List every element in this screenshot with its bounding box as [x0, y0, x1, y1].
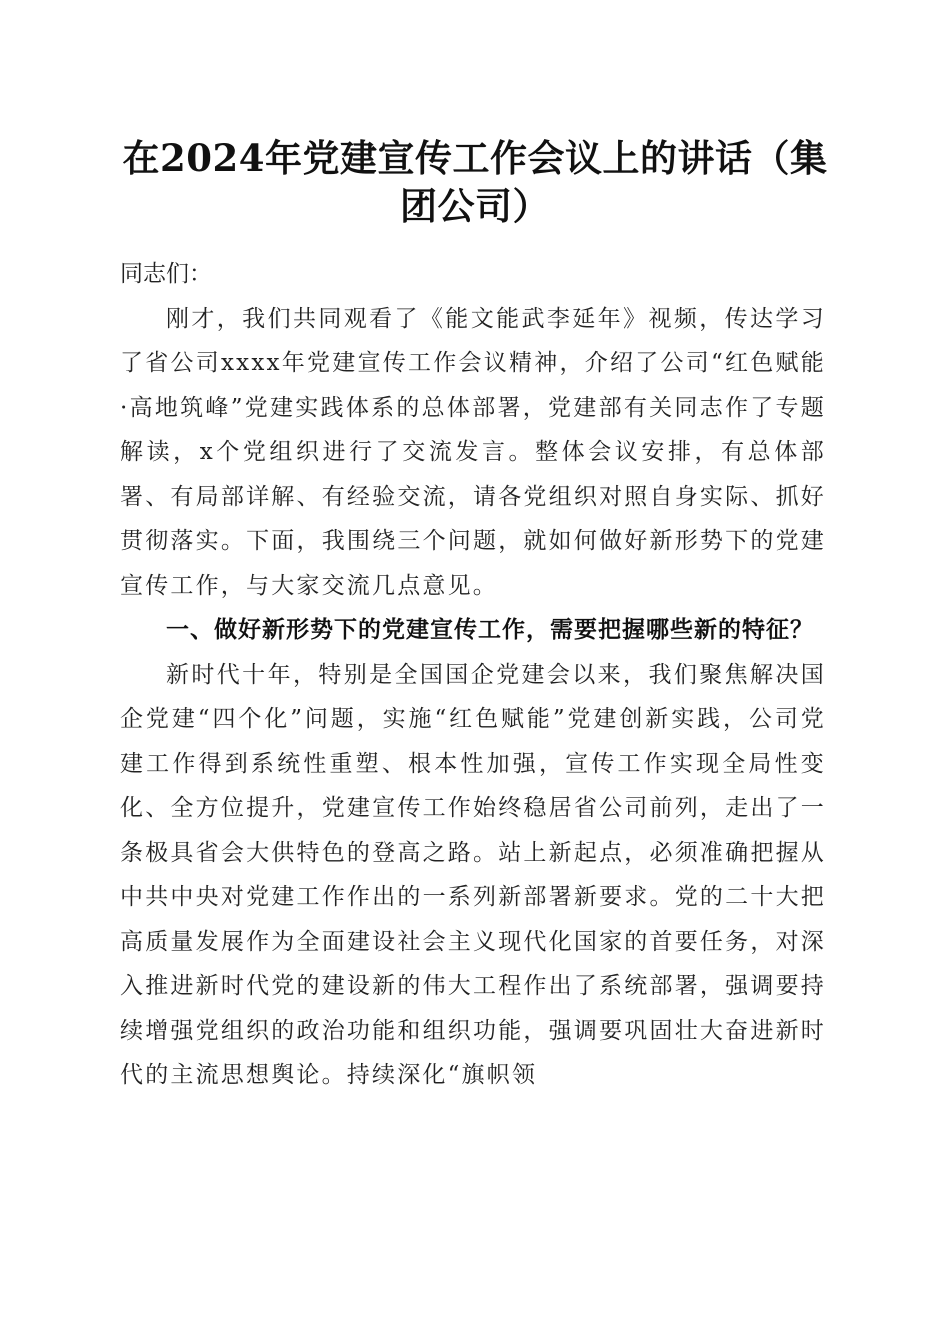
section-paragraph: 新时代十年，特别是全国国企党建会以来，我们聚焦解决国企党建“四个化”问题，实施“红色赋能”党建创新实践，公司党建工作得到系统性重塑、根本性加强，宣传工作实现全局性变化、全方位提升，党建宣传工作始终稳居省公司前列，走出了一条极具省会大供特色的登高之路。站上新起点，必须准确把握从中共中央对党建工作作出的一系列新部署新要求。党的二十大把高质量发展作为全面建设社会主义现代化国家的首要任务，对深入推进新时代党的建设新的伟大工程作出了系统部署，强调要持续增强党组织的政治功能和组织功能，强调要巩固壮大奋进新时代的主流思想舆论。持续深化“旗帜领 — [120, 661, 826, 1088]
salutation: 同志们： — [120, 261, 212, 287]
document-body — [120, 252, 826, 1098]
section-heading: 一、做好新形势下的党建宣传工作，需要把握哪些新的特征？ — [166, 617, 814, 643]
opening-paragraph: 刚才，我们共同观看了《能文能武李延年》视频，传达学习了省公司xxxx年党建宣传工作会议精神，介绍了公司“红色赋能·高地筑峰”党建实践体系的总体部署，党建部有关同志作了专题解读，x个党组织进行了交流发言。整体会议安排，有总体部署、有局部详解、有经验交流，请各党组织对照自身实际、抓好贯彻落实。下面，我围绕三个问题，就如何做好新形势下的党建宣传工作，与大家交流几点意见。 — [120, 305, 826, 599]
document-title: 在2024年党建宣传工作会议上的讲话（集团公司） — [122, 136, 828, 228]
